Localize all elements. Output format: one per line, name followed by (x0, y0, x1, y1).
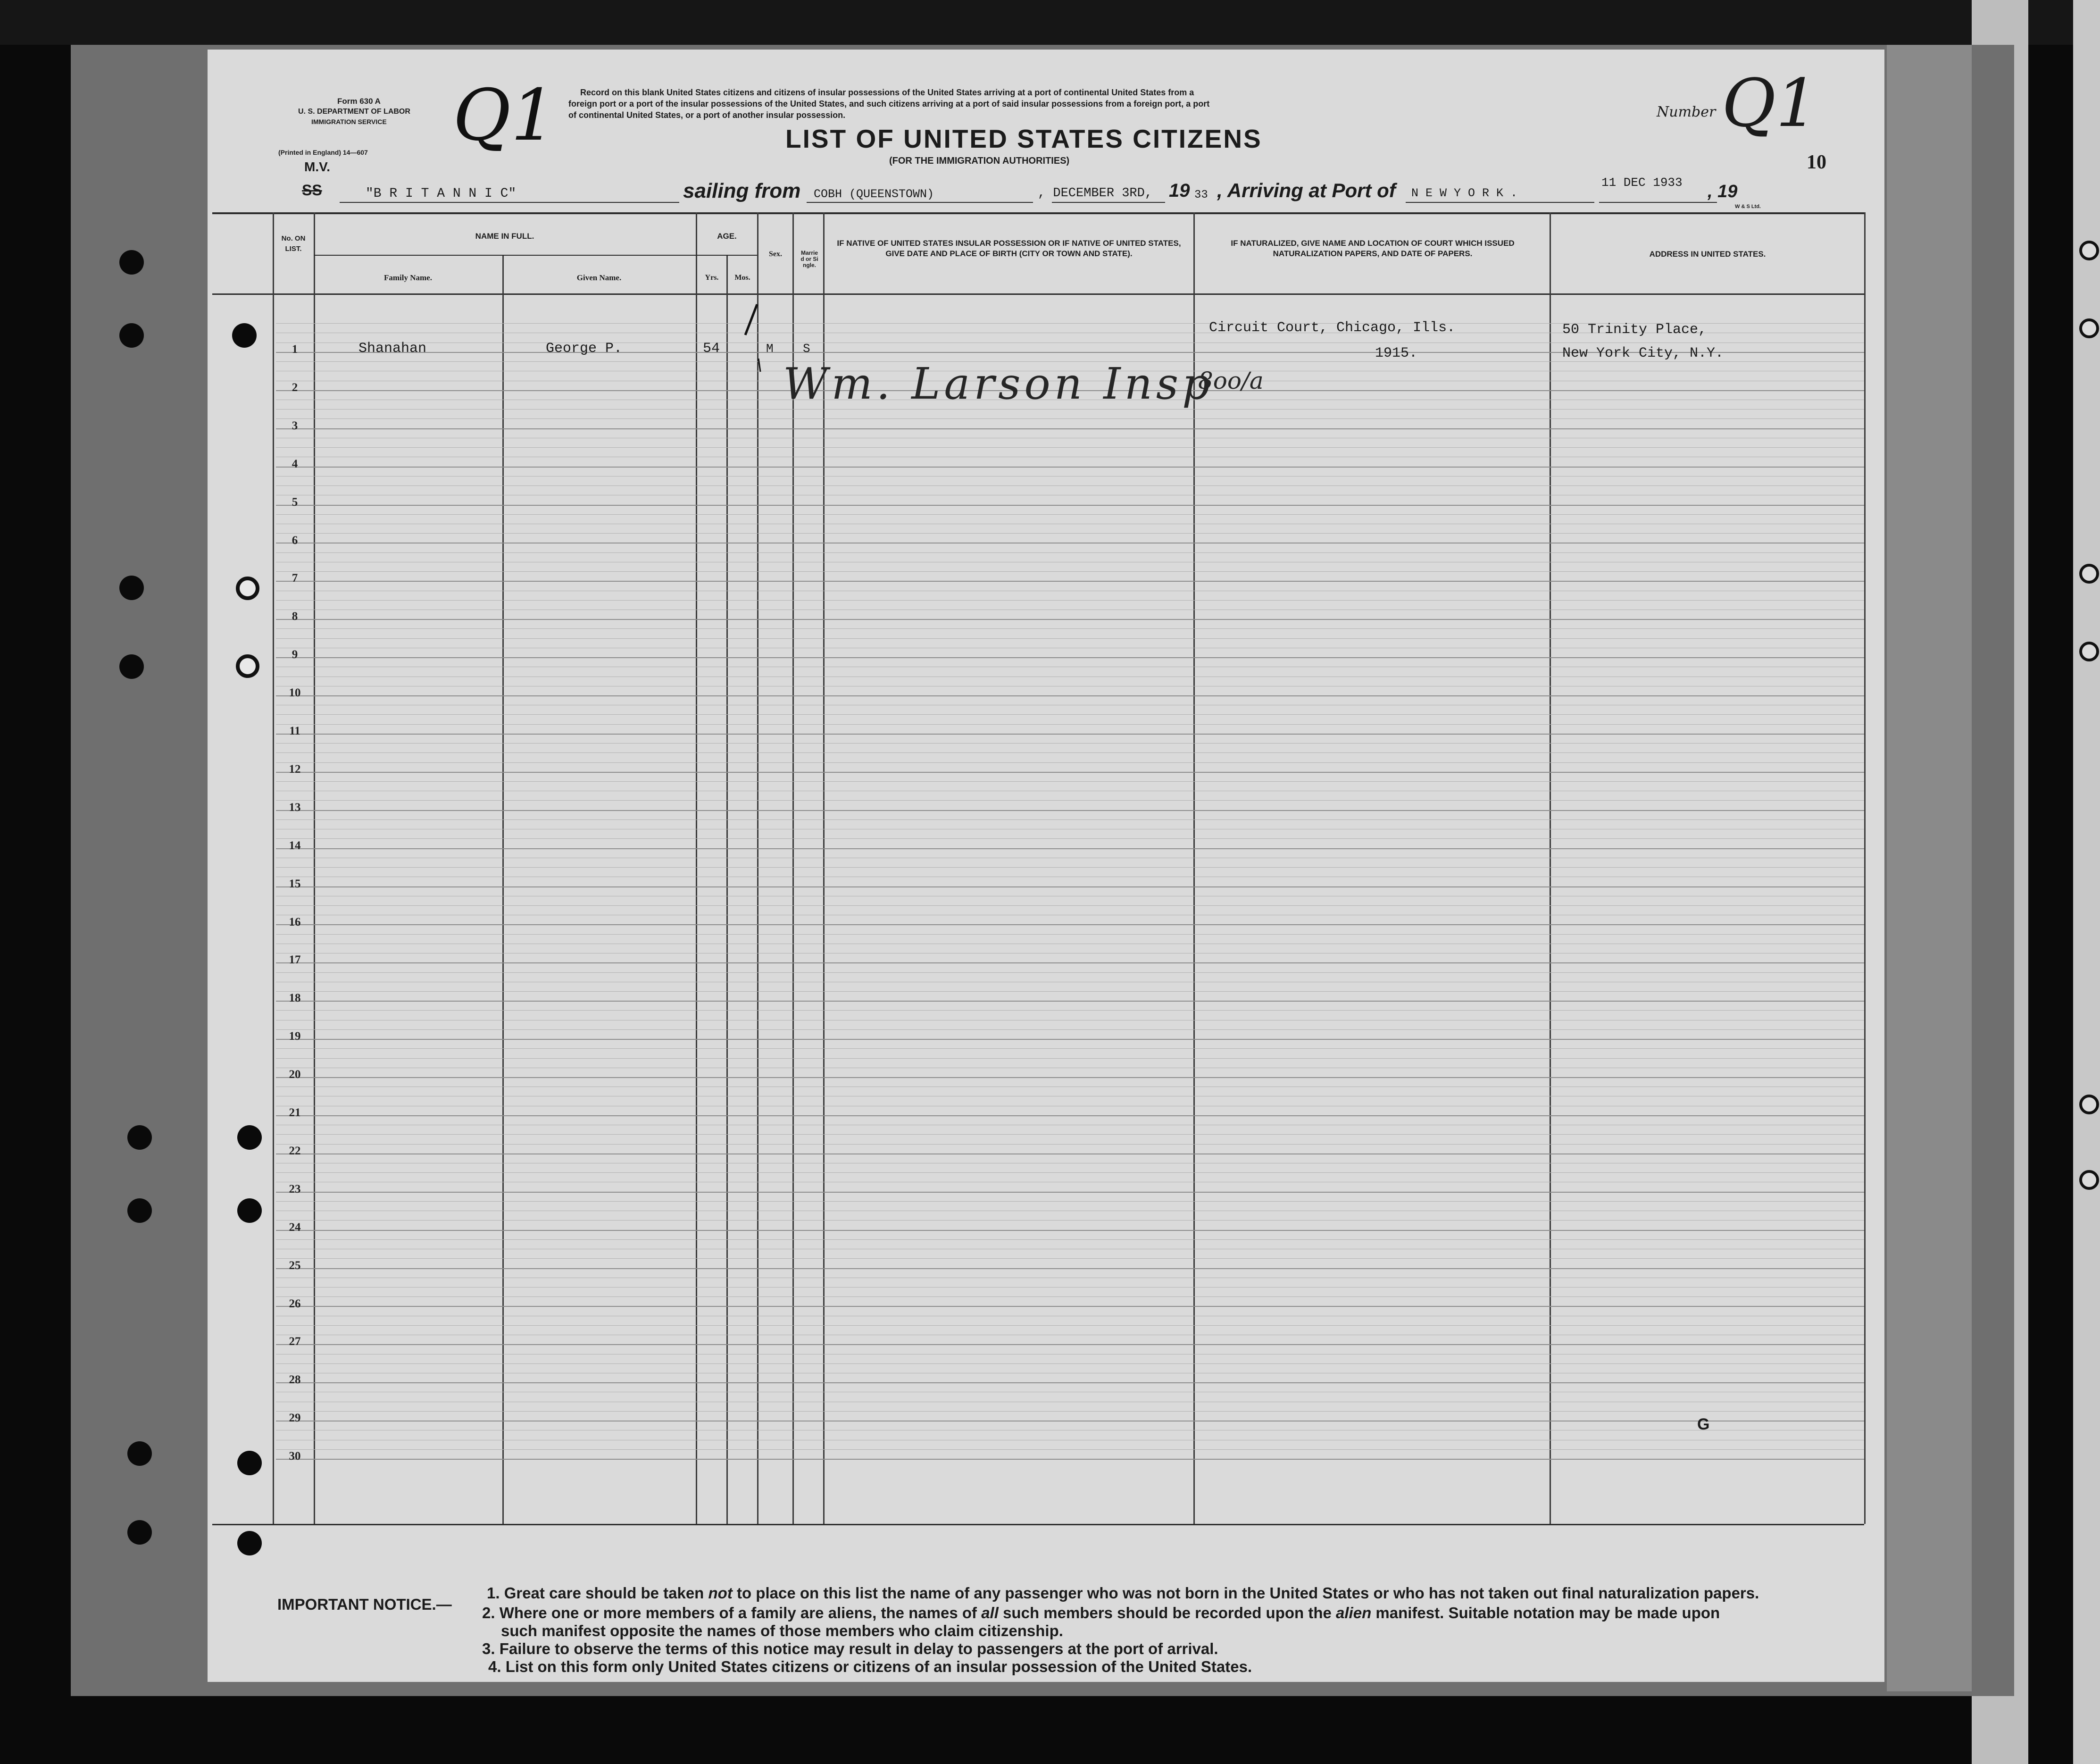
vessel-name: "B R I T A N N I C" (366, 186, 517, 201)
row-number: 15 (289, 877, 301, 890)
edge-hole-3 (2079, 564, 2099, 584)
entry-1-age-yrs: 54 (703, 341, 720, 357)
row-rule (276, 505, 1864, 506)
entry-1-address-line1: 50 Trinity Place, (1562, 322, 1707, 338)
row-rule (276, 1077, 1864, 1078)
name-subheader-line (314, 255, 696, 256)
row-number: 21 (289, 1106, 301, 1119)
page-number: 10 (1807, 151, 1826, 173)
row-rule (276, 772, 1864, 773)
row-guide-line (276, 762, 1864, 763)
row-number: 13 (289, 801, 301, 814)
signature-note: 8oo/a (1198, 367, 1264, 394)
notice-item-4: 4. List on this form only United States citizens or citizens of an insular possession of the United States. (488, 1658, 1252, 1675)
notice-item-2-part-b: such members should be recorded upon the (998, 1604, 1336, 1622)
backing-sheet-right-edge (1887, 45, 1972, 1691)
row-number: 17 (289, 953, 301, 967)
binding-hole-3 (232, 323, 257, 348)
binding-hole-2 (119, 323, 144, 348)
binding-hole-9 (127, 1198, 152, 1223)
col-line-yrs (726, 255, 728, 1524)
row-number: 20 (289, 1068, 301, 1081)
row-rule (276, 1382, 1864, 1383)
row-guide-line (276, 1411, 1864, 1412)
header-no-on-list: No. ON LIST. (281, 234, 306, 253)
row-guide-line (276, 800, 1864, 801)
row-number: 10 (289, 686, 301, 700)
row-guide-line (276, 724, 1864, 725)
row-guide-line (276, 1220, 1864, 1221)
table-top-border (212, 212, 1864, 214)
row-guide-line (276, 1029, 1864, 1030)
sailing-from-underline (807, 202, 1033, 203)
row-guide-line (276, 628, 1864, 629)
row-number: 14 (289, 839, 301, 852)
pencil-tick-marks (726, 302, 764, 373)
port-value: N E W Y O R K . (1411, 186, 1518, 200)
tick-mark-2 (758, 359, 760, 372)
row-guide-line (276, 1325, 1864, 1326)
notice-item-1-emphasis: not (708, 1584, 733, 1602)
entry-1-address-line2: New York City, N.Y. (1562, 345, 1724, 361)
instructions-line-2: foreign port or a port of the insular possessions of the United States, and such citizens arriving at a port of said insular possessions from a foreign port, a port (568, 99, 1210, 109)
row-number: 26 (289, 1297, 301, 1310)
row-number: 9 (292, 648, 298, 661)
row-number: 27 (289, 1335, 301, 1348)
entry-1-naturalization-line2: 1915. (1375, 345, 1418, 361)
header-address-col: ADDRESS IN UNITED STATES. (1649, 250, 1766, 259)
page-title: LIST OF UNITED STATES CITIZENS (785, 124, 1262, 153)
arriving-label: , Arriving at Port of (1217, 179, 1396, 201)
binding-hole-7 (127, 1125, 152, 1150)
row-number: 2 (292, 381, 298, 394)
edge-hole-1 (2079, 241, 2099, 260)
row-guide-line (276, 418, 1864, 419)
header-mos: Mos. (734, 274, 750, 282)
vessel-underline (340, 202, 679, 203)
row-number: 8 (292, 610, 298, 623)
film-edge-right-outer (2073, 0, 2100, 1764)
row-guide-line (276, 838, 1864, 839)
row-guide-line (276, 514, 1864, 515)
entry-1-marital: S (803, 342, 810, 356)
entry-1-family-name: Shanahan (358, 341, 427, 357)
row-number: 12 (289, 762, 301, 776)
header-naturalized-col: IF NATURALIZED, GIVE NAME AND LOCATION OF COURT WHICH ISSUED NATURALIZATION PAPERS, AND DATE OF PAPERS. (1231, 239, 1515, 258)
row-guide-line (276, 972, 1864, 973)
sailing-from-label: sailing from (683, 179, 801, 202)
binding-hole-10 (127, 1441, 152, 1466)
row-guide-line (276, 934, 1864, 935)
header-name-in-full: NAME IN FULL. (475, 232, 534, 241)
row-rule (276, 886, 1864, 887)
row-guide-line (276, 1144, 1864, 1145)
col-line-no (273, 212, 274, 1524)
year-value: 33 (1194, 189, 1208, 201)
notice-item-1-part-a: 1. Great care should be taken (487, 1584, 708, 1602)
service-label: IMMIGRATION SERVICE (311, 118, 387, 125)
row-number: 23 (289, 1182, 301, 1196)
edge-hole-6 (2079, 1170, 2099, 1190)
row-guide-line (276, 1449, 1864, 1450)
row-rule (276, 1459, 1864, 1460)
row-guide-line (276, 991, 1864, 992)
year-printed: 19 (1169, 180, 1190, 201)
row-number: 6 (292, 534, 298, 547)
row-guide-line (276, 533, 1864, 534)
header-married-single: Married or Single. (800, 250, 818, 268)
binding-hole-ring-1 (236, 577, 259, 600)
row-guide-line (276, 485, 1864, 486)
binding-hole-6 (237, 1125, 262, 1150)
notice-item-2-part-c: manifest. Suitable notation may be made upon (1371, 1604, 1720, 1622)
notice-item-2-part-a: 2. Where one or more members of a family are aliens, the names of (482, 1604, 982, 1622)
row-rule (276, 1039, 1864, 1040)
port-underline (1406, 202, 1594, 203)
row-number: 11 (289, 725, 300, 737)
header-age: AGE. (717, 232, 737, 241)
row-guide-line (276, 1258, 1864, 1259)
row-rule (276, 1268, 1864, 1269)
binding-hole-5 (119, 654, 144, 679)
instructions-line-1: Record on this blank United States citizens and citizens of insular possessions of the United States arriving at a port of continental United States from a (580, 88, 1194, 97)
row-rule (276, 619, 1864, 620)
header-bottom-border (212, 293, 1864, 295)
row-guide-line (276, 1239, 1864, 1240)
row-rule (276, 734, 1864, 735)
notice-item-1 (487, 1584, 1759, 1602)
row-rule (276, 581, 1864, 582)
row-rule (276, 1115, 1864, 1116)
row-rule (276, 1230, 1864, 1231)
handwritten-number-value: Q1 (1722, 65, 1818, 142)
row-rule (276, 924, 1864, 925)
binding-hole-4 (119, 576, 144, 600)
row-number: 30 (289, 1450, 301, 1463)
row-guide-line (276, 781, 1864, 782)
row-guide-line (276, 1172, 1864, 1173)
header-yrs: Yrs. (705, 274, 719, 282)
row-guide-line (276, 476, 1864, 477)
inspector-signature: Wm. Larson Insp (783, 359, 1214, 409)
sailing-from-value: COBH (QUEENSTOWN) (814, 187, 934, 201)
binding-hole-13 (237, 1531, 262, 1555)
entry-1-given-name: George P. (546, 341, 623, 357)
edge-hole-2 (2079, 318, 2099, 338)
binding-hole-1 (119, 250, 144, 275)
row-number: 16 (289, 915, 301, 928)
date-underline (1052, 202, 1165, 203)
number-label: Number (1657, 104, 1716, 120)
row-guide-line (276, 447, 1864, 448)
row-number: 25 (289, 1259, 301, 1272)
year-suffix: , 19 (1708, 182, 1738, 201)
row-guide-line (276, 1010, 1864, 1011)
row-guide-line (276, 1134, 1864, 1135)
row-rule (276, 657, 1864, 658)
col-line-address-end (1864, 212, 1866, 1524)
row-guide-line (276, 1201, 1864, 1202)
row-number: 5 (292, 495, 298, 509)
row-rule (276, 1306, 1864, 1307)
edge-hole-4 (2079, 642, 2099, 661)
row-guide-line (276, 867, 1864, 868)
notice-item-1-part-b: to place on this list the name of any passenger who was not born in the United States or who has not taken out final naturalization papers. (732, 1584, 1759, 1602)
row-guide-line (276, 1363, 1864, 1364)
printed-in-label: (Printed in England) 14—607 (278, 149, 368, 156)
row-guide-line (276, 819, 1864, 820)
row-guide-line (276, 409, 1864, 410)
row-guide-line (276, 1296, 1864, 1297)
row-rule (276, 848, 1864, 849)
department-label: U. S. DEPARTMENT OF LABOR (298, 108, 410, 116)
handwritten-list-number: Q1 (453, 75, 556, 157)
row-number: 29 (289, 1412, 301, 1425)
notice-item-2-continued: such manifest opposite the names of those members who claim citizenship. (501, 1622, 1063, 1639)
table-bottom-border (212, 1524, 1864, 1525)
sailing-date: , DECEMBER 3RD, (1038, 186, 1153, 201)
col-line-given (502, 255, 504, 1524)
row-guide-line (276, 1048, 1864, 1049)
row-guide-line (276, 714, 1864, 715)
binding-hole-11 (237, 1451, 262, 1475)
row-number: 22 (289, 1144, 301, 1157)
row-guide-line (276, 600, 1864, 601)
notice-heading: IMPORTANT NOTICE.— (277, 1596, 452, 1613)
row-rule (276, 1192, 1864, 1193)
notice-item-2-emphasis-alien: alien (1336, 1604, 1372, 1622)
header-sex: Sex. (769, 250, 782, 258)
instructions-line-3: of continental United States, or a port of another insular possession. (568, 110, 846, 120)
row-number: 4 (292, 457, 298, 470)
row-rule (276, 428, 1864, 429)
row-rule (276, 962, 1864, 963)
row-rule (276, 810, 1864, 811)
binding-hole-12 (127, 1520, 152, 1545)
row-guide-line (276, 743, 1864, 744)
stamp-underline (1599, 202, 1717, 203)
row-number: 19 (289, 1030, 301, 1043)
row-guide-line (276, 571, 1864, 572)
age-subheader-line (696, 255, 757, 256)
row-number: 24 (289, 1221, 301, 1234)
row-guide-line (276, 552, 1864, 553)
page-subtitle: (FOR THE IMMIGRATION AUTHORITIES) (889, 156, 1070, 166)
row-guide-line (276, 638, 1864, 639)
row-rule (276, 1001, 1864, 1002)
notice-item-3: 3. Failure to observe the terms of this notice may result in delay to passengers at the port of arrival. (482, 1640, 1218, 1657)
row-guide-line (276, 1058, 1864, 1059)
header-family-name: Family Name. (384, 273, 432, 282)
row-number: 28 (289, 1373, 301, 1387)
row-guide-line (276, 752, 1864, 753)
corner-mark: G (1697, 1415, 1710, 1433)
notice-item-2 (482, 1604, 1720, 1622)
binding-hole-8 (237, 1198, 262, 1223)
vessel-struck-text: SS (302, 182, 322, 199)
row-guide-line (276, 905, 1864, 906)
row-number: 18 (289, 992, 301, 1005)
film-border-top (0, 0, 2100, 45)
row-rule (276, 695, 1864, 696)
form-number: Form 630 A (337, 97, 381, 106)
row-number: 7 (292, 572, 298, 585)
header-native-col: IF NATIVE OF UNITED STATES INSULAR POSSESSION OR IF NATIVE OF UNITED STATES, GIVE DATE AND PLACE OF BIRTH (CITY OR TOWN AND STATE). (837, 239, 1181, 258)
notice-item-2-emphasis-all: all (981, 1604, 999, 1622)
edge-hole-5 (2079, 1095, 2099, 1114)
binding-hole-ring-2 (236, 654, 259, 678)
entry-1-naturalization-line1: Circuit Court, Chicago, Ills. (1209, 320, 1456, 336)
vessel-prefix: M.V. (304, 159, 330, 174)
header-given-name: Given Name. (576, 273, 622, 282)
printer-mark: W & S Ltd. (1735, 204, 1761, 209)
entry-1-sex: M (766, 342, 774, 356)
row-rule (276, 1344, 1864, 1345)
row-number: 1 (292, 343, 298, 356)
arrival-date-stamp: 11 DEC 1933 (1601, 176, 1683, 190)
row-number: 3 (292, 419, 298, 432)
row-rule (276, 467, 1864, 468)
tick-mark-1 (745, 304, 757, 335)
